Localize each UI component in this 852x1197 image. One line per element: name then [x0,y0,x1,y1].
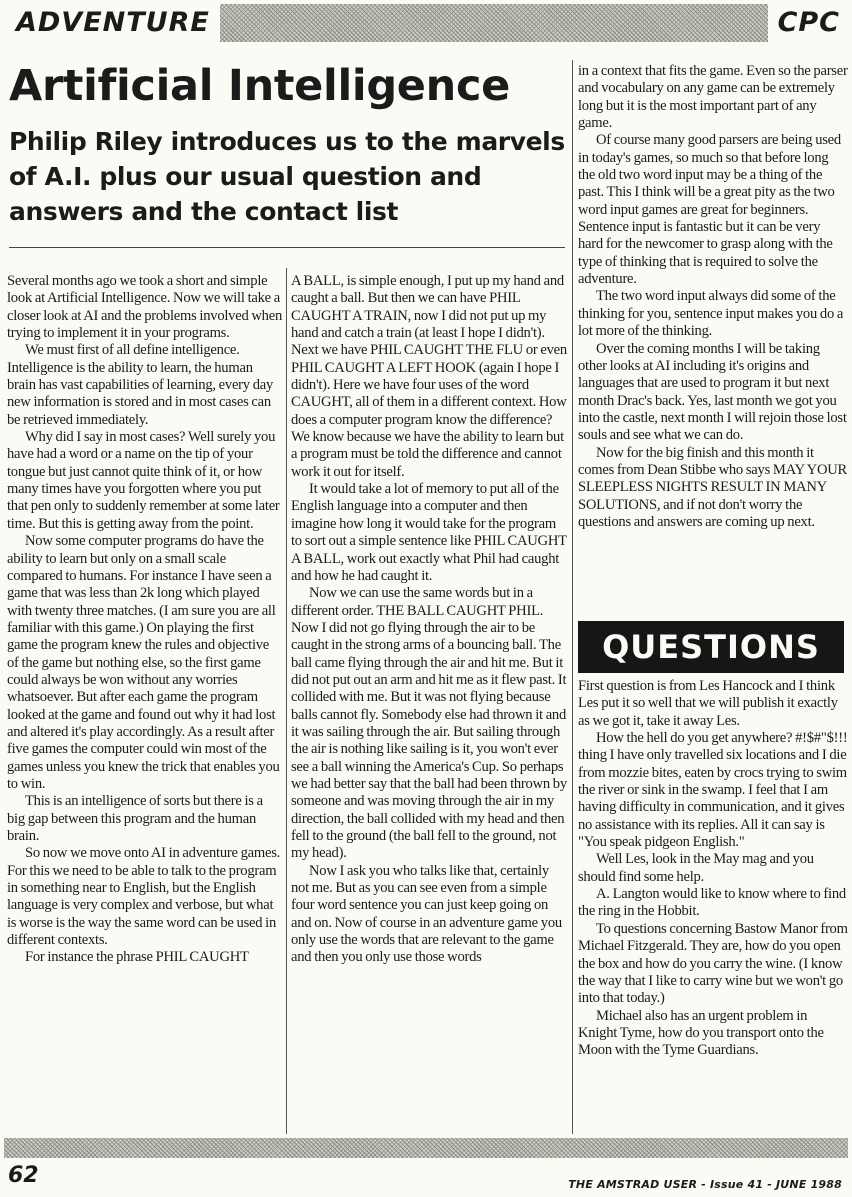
paragraph: How the hell do you get anywhere? #!$#"$!!! thing I have only travelled six locations and I die from mozzie bites, eaten by crocs trying to swim the river or sink in the swamp. I feel that I am having difficulty in communication, and it gives no assistance with its replies. All it can say is "You speak pidgeon English." [578,730,848,851]
article-column-3-top [578,63,848,603]
article-column-1 [7,273,283,1133]
paragraph: Over the coming months I will be taking other looks at AI including it's origins and languages that are used to program it but next month Drac's back. Yes, last month we got you into the castle, next month I will rejoin those lost souls and see what we can do. [578,340,847,444]
platform-label: CPC [768,4,848,42]
paragraph: Why did I say in most cases? Well surely you have had a word or a name on the tip of your tongue but just cannot quite think of it, or how many times have you forgotten where you put that pen only to suddenly remember at some later time. But this is getting away from the point. [7,429,280,532]
section-label: ADVENTURE [4,4,220,42]
paragraph: The two word input always did some of the thinking for you, sentence input makes you do a lot more of the thinking. [578,288,844,340]
paragraph: Now some computer programs do have the ability to learn but only on a small scale compared to humans. For instance I have seen a game that was less than 2k long which played with twenty three matches. (I am sure you are all familiar with this game.) On playing the first game the program knew the rules and objective of the game but nothing else, so the first game could always be won without any worries whatsoever. But after each game the program looked at the game and found out why it had lost and altered it's play accordingly. As a result after five games the computer could win most of the games unless you knew the trick that enables you to win. [7,533,280,792]
paragraph: A BALL, is simple enough, I put up my hand and caught a ball. But then we can have PHIL CAUGHT A TRAIN, now I did not put up my hand and catch a train (at least I hope I didn't). Next we have PHIL CAUGHT THE FLU or even PHIL CAUGHT A LEFT HOOK (again I hope I didn't). Here we have four uses of the word CAUGHT, all of them in a different context. How does a computer program know the difference? We know because we have the ability to learn but a program must be told the difference and cannot work it out for itself. [291,273,567,480]
page-number: 62 [8,1163,39,1188]
publication-footer: THE AMSTRAD USER - Issue 41 - JUNE 1988 [568,1178,842,1191]
paragraph: It would take a lot of memory to put all of the English language into a computer and then imagine how long it would take for the program to sort out a simple sentence like PHIL CAUGHT A BALL, work out exactly what Phil had caught and how he had caught it. [291,481,567,584]
paragraph: This is an intelligence of sorts but there is a big gap between this program and the human brain. [7,793,263,844]
article-column-2 [291,273,569,1133]
column-divider-2 [572,60,573,1134]
paragraph: Now for the big finish and this month it comes from Dean Stibbe who says MAY YOUR SLEEPLESS NIGHTS RESULT IN MANY SOLUTIONS, and if not don't worry the questions and answers are coming up next. [578,444,848,530]
paragraph: Now I ask you who talks like that, certainly not me. But as you can see even from a simple four word sentence you can just keep going on and on. Now of course in an adventure game you only use the words that are relevant to the game and then you only use those words [291,862,562,966]
paragraph: Of course many good parsers are being used in today's games, so much so that before long the old two word input may be a thing of the past. This I think will be a great pity as the two word input games are great for beginners. Sentence input is fantastic but it can be very hard for the newcomer to grasp along with the type of thinking that is required to solve the adventure. [578,132,841,288]
header-band [4,4,848,42]
paragraph: Michael also has an urgent problem in Knight Tyme, how do you transport onto the Moon with the Tyme Guardians. [578,1007,824,1059]
title-divider [9,247,565,248]
questions-heading: QUESTIONS [578,621,844,673]
paragraph: Now we can use the same words but in a different order. THE BALL CAUGHT PHIL. Now I did not go flying through the air to be caught in the strong arms of a bouncing ball. The ball came flying through the air and hit me. But it did not put out an arm and hit me as it flew past. It collided with me. But it was not flying because balls cannot fly. Somebody else had thrown it and it was sailing through the air. But sailing through the air is nothing like sailing is it, you won't ever see a ball winning the America's Cup. So perhaps we had better say that the ball had been thrown by someone and was moving through the air in my direction, the ball collided with my head and then fell to the ground (the ball fell to the ground, not my head). [291,585,567,862]
paragraph: For instance the phrase PHIL CAUGHT [25,949,249,966]
paragraph: To questions concerning Bastow Manor from Michael Fitzgerald. They are, how do you open the box and how do you carry the wine. (I know the way that I like to carry wine but we won't go into that today.) [578,920,848,1007]
footer-band [4,1138,848,1158]
article-subtitle: Philip Riley introduces us to the marvels of A.I. plus our usual question and answers and the contact list [9,127,565,226]
paragraph: Well Les, look in the May mag and you should find some help. [578,851,814,885]
column-divider-1 [286,268,287,1134]
article-title: Artificial Intelligence [9,61,511,111]
paragraph: So now we move onto AI in adventure games. For this we need to be able to talk to the program in something near to English, but the English language is very complex and verbose, but what is worse is the way the same word can be used in different contexts. [7,845,281,949]
paragraph: A. Langton would like to know where to find the ring in the Hobbit. [578,886,846,920]
paragraph: Several months ago we took a short and simple look at Artificial Intelligence. Now we will take a closer look at AI and the problems involved when trying to implement it in your programs. [7,273,282,342]
questions-column [578,678,848,1138]
paragraph: First question is from Les Hancock and I think Les put it so well that we will publish it exactly as we got it, take it away Les. [578,678,838,729]
paragraph: We must first of all define intelligence. Intelligence is the ability to learn, the human brain has vast capabilities of learning, every day new information is stored and in most cases can be retrieved immediately. [7,342,274,428]
paragraph: in a context that fits the game. Even so the parser and vocabulary on any game can be extremely long but it is the most important part of any game. [578,63,848,132]
